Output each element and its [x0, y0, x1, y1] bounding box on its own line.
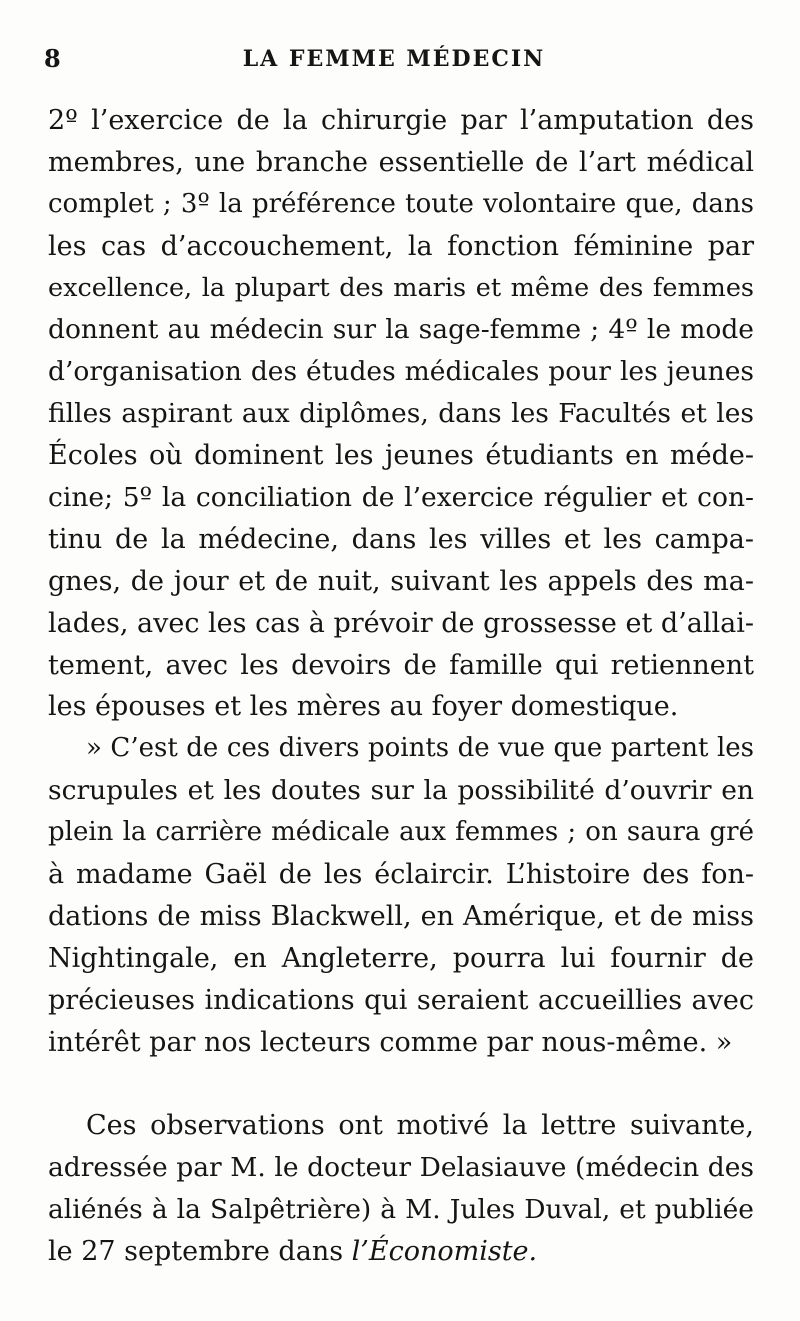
text-line: tement, avec les devoirs de famille qui retiennent	[48, 649, 754, 681]
text-line: plein la carrière médicale aux femmes ; on saura gré	[48, 817, 754, 848]
text-line: les cas d’accouchement, la fonction féminine par	[48, 230, 754, 262]
section-gap	[48, 1063, 754, 1105]
text-line: intérêt par nos lecteurs comme par nous-même. »	[48, 1026, 733, 1058]
page-number: 8	[44, 44, 61, 73]
text-line: excellence, la plupart des maris et même des femmes	[48, 272, 754, 303]
text-line-final	[48, 1231, 754, 1273]
text-line: scrupules et les doutes sur la possibilité d’ouvrir en	[48, 775, 754, 807]
text-line: gnes, de jour et de nuit, suivant les appels des ma-	[48, 565, 754, 597]
text-line: les épouses et les mères au foyer domestique.	[48, 691, 679, 723]
running-title: LA FEMME MÉDECIN	[242, 46, 546, 72]
text-line: aliénés à la Salpêtrière) à M. Jules Duval, et publiée	[48, 1194, 754, 1226]
text-line: Ces observations ont motivé la lettre suivante,	[86, 1110, 754, 1142]
text-line: tinu de la médecine, dans les villes et les campa-	[48, 523, 754, 555]
text-line: » C’est de ces divers points de vue que partent les	[86, 733, 754, 764]
text-line: Nightingale, en Angleterre, pourra lui fournir de	[48, 942, 754, 974]
paragraph-1	[48, 100, 754, 728]
text-line: membres, une branche essentielle de l’art médical	[48, 146, 754, 178]
text-line: Écoles où dominent les jeunes étudiants en méde-	[48, 440, 754, 472]
paragraph-2	[48, 728, 754, 1063]
text-fragment: le 27 septembre dans	[48, 1236, 352, 1268]
text-line: d’organisation des études médicales pour les jeunes	[48, 356, 754, 388]
body-text	[48, 100, 754, 1273]
text-line: dations de miss Blackwell, en Amérique, et de miss	[48, 900, 754, 932]
paragraph-3	[48, 1105, 754, 1273]
text-line: adressée par M. le docteur Delasiauve (médecin des	[48, 1152, 754, 1184]
journal-title: l’Économiste.	[351, 1236, 538, 1268]
text-line: filles aspirant aux diplômes, dans les Facultés et les	[48, 398, 754, 430]
text-line: 2º l’exercice de la chirurgie par l’amputation des	[48, 105, 754, 136]
text-line: cine; 5º la conciliation de l’exercice régulier et con-	[48, 482, 754, 514]
text-line: précieuses indications qui seraient accueillies avec	[48, 984, 754, 1016]
text-line: à madame Gaël de les éclaircir. L’histoire des fon-	[48, 859, 754, 891]
text-line: complet ; 3º la préférence toute volontaire que, dans	[48, 188, 754, 219]
page-header	[44, 44, 744, 80]
text-line: donnent au médecin sur la sage-femme ; 4º le mode	[48, 314, 754, 346]
text-line: lades, avec les cas à prévoir de grossesse et d’allai-	[48, 607, 754, 639]
